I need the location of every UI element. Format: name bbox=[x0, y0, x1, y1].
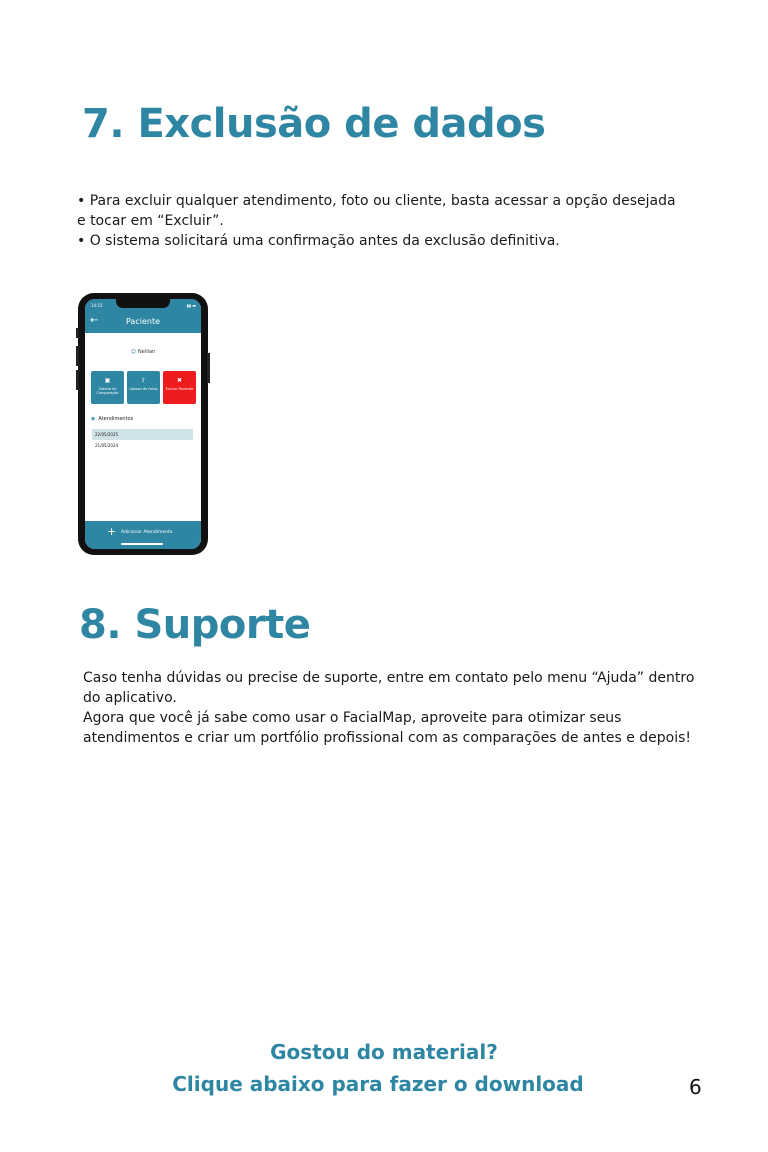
page-number: 6 bbox=[689, 1075, 702, 1099]
app-bar bbox=[85, 311, 201, 333]
cta-question: Gostou do material? bbox=[270, 1040, 498, 1064]
patient-name bbox=[85, 349, 201, 355]
add-appointment-label: Adicionar Atendimento bbox=[121, 530, 173, 535]
status-time: 14:15 bbox=[91, 303, 103, 308]
download-link[interactable]: Clique abaixo para fazer o download bbox=[172, 1072, 584, 1096]
gallery-icon: ▣ bbox=[104, 377, 111, 384]
list-item[interactable] bbox=[92, 441, 193, 451]
appointment-date: 22/05/2025 bbox=[95, 432, 119, 437]
patient-name-label: Neilian bbox=[138, 349, 156, 355]
gallery-button[interactable] bbox=[91, 371, 124, 404]
upload-label: Upload de Fotos bbox=[129, 387, 158, 391]
trash-icon: ✖ bbox=[176, 377, 183, 384]
home-indicator bbox=[121, 543, 163, 545]
battery-icon: ▮▮ ▬ bbox=[186, 303, 196, 308]
section-8-text bbox=[83, 668, 703, 748]
section-8-title: 8. Suporte bbox=[79, 602, 311, 648]
user-icon: ☺ bbox=[130, 349, 136, 355]
bullet-item: • O sistema solicitará uma confirmação antes da exclusão definitiva. bbox=[77, 233, 560, 249]
plus-icon: + bbox=[107, 525, 117, 538]
upload-icon: ⇧ bbox=[140, 377, 147, 384]
list-item[interactable] bbox=[92, 429, 193, 440]
delete-label: Excluir Paciente bbox=[165, 387, 194, 391]
section-7-title: 7. Exclusão de dados bbox=[82, 101, 546, 147]
bullet-item: • Para excluir qualquer atendimento, foto ou cliente, basta acessar a opção desejada e tocar em “Excluir”. bbox=[77, 193, 676, 229]
closing-paragraph: Agora que você já sabe como usar o FacialMap, aproveite para otimizar seus atendimentos e criar um portfólio profissional com as comparações de antes e depois! bbox=[83, 710, 692, 746]
delete-patient-button[interactable] bbox=[163, 371, 196, 404]
appointments-label: Atendimentos bbox=[98, 416, 134, 422]
phone-mockup bbox=[78, 293, 208, 555]
support-paragraph: Caso tenha dúvidas ou precise de suporte, entre em contato pelo menu “Ajuda” dentro do aplicativo. bbox=[83, 670, 695, 706]
phone-notch bbox=[116, 299, 170, 308]
appointments-header bbox=[91, 416, 133, 422]
add-appointment-button[interactable] bbox=[85, 521, 201, 549]
upload-photos-button[interactable] bbox=[127, 371, 160, 404]
phone-screen bbox=[85, 299, 201, 549]
camera-icon: ◉ bbox=[91, 416, 96, 422]
back-arrow-icon[interactable]: ← bbox=[90, 315, 99, 326]
app-title: Paciente bbox=[125, 317, 161, 326]
gallery-label: Galeria de Comparação bbox=[96, 387, 119, 395]
section-7-text bbox=[77, 191, 677, 251]
appointment-date: 21/05/2024 bbox=[95, 443, 119, 448]
